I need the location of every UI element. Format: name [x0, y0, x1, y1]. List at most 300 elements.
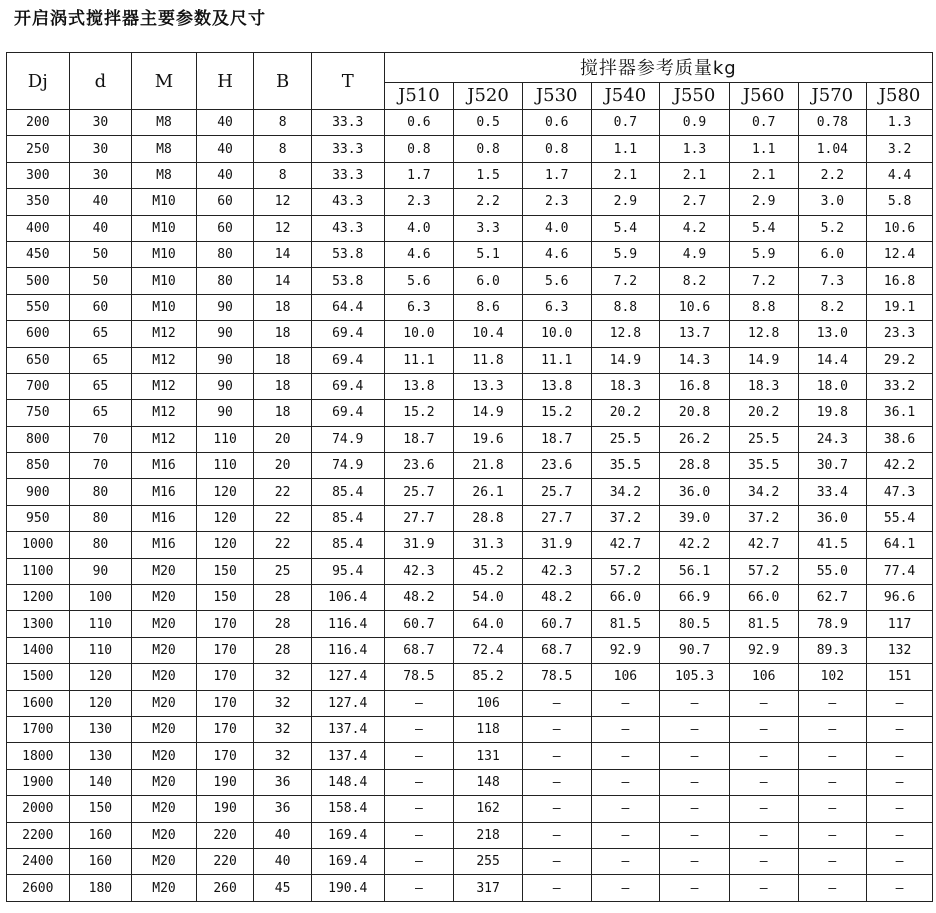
table-cell: –	[522, 822, 591, 848]
table-cell: 14.4	[798, 347, 867, 373]
table-cell: M8	[132, 110, 197, 136]
table-cell: 6.3	[522, 294, 591, 320]
table-cell: 950	[7, 505, 70, 531]
table-cell: 2.9	[591, 189, 660, 215]
table-cell: 169.4	[311, 848, 384, 874]
table-cell: 260	[196, 875, 254, 901]
table-cell: 13.7	[660, 321, 730, 347]
table-cell: 34.2	[591, 479, 660, 505]
table-cell: –	[660, 848, 730, 874]
table-cell: 23.3	[867, 321, 933, 347]
table-cell: 8.8	[729, 294, 798, 320]
table-cell: 7.3	[798, 268, 867, 294]
table-cell: –	[384, 848, 454, 874]
table-cell: 70	[69, 453, 132, 479]
table-cell: –	[867, 743, 933, 769]
table-cell: M20	[132, 690, 197, 716]
table-cell: 53.8	[311, 268, 384, 294]
table-cell: 15.2	[522, 400, 591, 426]
table-cell: 78.5	[522, 664, 591, 690]
table-cell: 18	[254, 400, 312, 426]
table-cell: 4.2	[660, 215, 730, 241]
table-row	[7, 585, 933, 611]
table-cell: 3.3	[454, 215, 523, 241]
table-cell: –	[660, 875, 730, 901]
table-cell: 32	[254, 664, 312, 690]
table-cell: 150	[69, 796, 132, 822]
table-cell: 40	[196, 162, 254, 188]
table-row	[7, 294, 933, 320]
table-cell: –	[384, 822, 454, 848]
table-cell: 14.9	[454, 400, 523, 426]
table-cell: 2400	[7, 848, 70, 874]
table-cell: 69.4	[311, 347, 384, 373]
header-dj: Dj	[7, 53, 70, 110]
table-cell: 110	[196, 426, 254, 452]
table-cell: –	[591, 822, 660, 848]
table-cell: M20	[132, 637, 197, 663]
table-cell: 22	[254, 532, 312, 558]
table-cell: 65	[69, 373, 132, 399]
table-cell: 80.5	[660, 611, 730, 637]
table-row	[7, 505, 933, 531]
table-cell: 20.8	[660, 400, 730, 426]
table-cell: 85.2	[454, 664, 523, 690]
table-cell: –	[522, 848, 591, 874]
table-cell: 69.4	[311, 373, 384, 399]
table-cell: –	[798, 769, 867, 795]
table-cell: 40	[69, 215, 132, 241]
table-cell: 151	[867, 664, 933, 690]
table-cell: –	[522, 690, 591, 716]
table-row	[7, 769, 933, 795]
table-cell: 131	[454, 743, 523, 769]
table-cell: 66.9	[660, 585, 730, 611]
table-row	[7, 743, 933, 769]
table-cell: –	[660, 796, 730, 822]
table-cell: 2.9	[729, 189, 798, 215]
table-cell: 2.1	[591, 162, 660, 188]
table-cell: 80	[69, 505, 132, 531]
table-cell: 78.9	[798, 611, 867, 637]
table-cell: 16.8	[660, 373, 730, 399]
table-cell: 25	[254, 558, 312, 584]
table-cell: 12	[254, 189, 312, 215]
table-cell: 85.4	[311, 532, 384, 558]
table-cell: 60	[196, 189, 254, 215]
table-cell: –	[798, 743, 867, 769]
header-j540: J540	[591, 82, 660, 109]
table-cell: 3.2	[867, 136, 933, 162]
table-cell: 72.4	[454, 637, 523, 663]
table-cell: 2.2	[798, 162, 867, 188]
table-cell: M12	[132, 400, 197, 426]
table-cell: 57.2	[591, 558, 660, 584]
table-row	[7, 162, 933, 188]
table-cell: 148.4	[311, 769, 384, 795]
table-cell: 26.1	[454, 479, 523, 505]
table-cell: 800	[7, 426, 70, 452]
table-cell: –	[591, 690, 660, 716]
table-cell: 4.4	[867, 162, 933, 188]
table-row	[7, 189, 933, 215]
table-cell: 6.3	[384, 294, 454, 320]
table-cell: 14.9	[591, 347, 660, 373]
table-row	[7, 796, 933, 822]
table-cell: 32	[254, 716, 312, 742]
table-cell: 40	[69, 189, 132, 215]
table-cell: 21.8	[454, 453, 523, 479]
table-cell: M10	[132, 241, 197, 267]
table-cell: 28.8	[660, 453, 730, 479]
table-cell: 60.7	[522, 611, 591, 637]
table-cell: –	[660, 822, 730, 848]
table-cell: 850	[7, 453, 70, 479]
table-cell: 120	[69, 664, 132, 690]
table-cell: 13.3	[454, 373, 523, 399]
table-cell: –	[798, 716, 867, 742]
table-cell: 8	[254, 136, 312, 162]
table-cell: 7.2	[729, 268, 798, 294]
table-cell: 33.4	[798, 479, 867, 505]
table-cell: –	[729, 690, 798, 716]
table-cell: 90	[196, 321, 254, 347]
table-cell: 13.8	[522, 373, 591, 399]
table-cell: 2.7	[660, 189, 730, 215]
table-row	[7, 875, 933, 901]
table-cell: 40	[254, 848, 312, 874]
table-cell: 29.2	[867, 347, 933, 373]
table-cell: M16	[132, 453, 197, 479]
table-cell: –	[660, 716, 730, 742]
table-cell: 24.3	[798, 426, 867, 452]
table-cell: 2200	[7, 822, 70, 848]
table-cell: 400	[7, 215, 70, 241]
table-cell: 0.5	[454, 110, 523, 136]
table-cell: 6.0	[798, 241, 867, 267]
table-cell: 250	[7, 136, 70, 162]
table-cell: 0.7	[591, 110, 660, 136]
table-cell: 7.2	[591, 268, 660, 294]
table-cell: 13.0	[798, 321, 867, 347]
table-cell: –	[384, 875, 454, 901]
table-cell: 10.6	[660, 294, 730, 320]
table-cell: 5.4	[591, 215, 660, 241]
table-cell: –	[729, 875, 798, 901]
table-cell: 30	[69, 136, 132, 162]
table-row	[7, 268, 933, 294]
table-cell: M20	[132, 611, 197, 637]
table-cell: –	[591, 743, 660, 769]
table-cell: 11.1	[384, 347, 454, 373]
table-cell: 25.5	[729, 426, 798, 452]
table-cell: 650	[7, 347, 70, 373]
table-cell: 106	[591, 664, 660, 690]
table-cell: 8	[254, 162, 312, 188]
header-row-top	[7, 53, 933, 83]
table-cell: –	[384, 690, 454, 716]
table-row	[7, 347, 933, 373]
table-cell: 14	[254, 268, 312, 294]
table-cell: 80	[69, 479, 132, 505]
table-cell: 170	[196, 716, 254, 742]
table-cell: 110	[69, 611, 132, 637]
table-cell: 25.7	[522, 479, 591, 505]
table-cell: 0.6	[384, 110, 454, 136]
table-cell: –	[522, 769, 591, 795]
header-j560: J560	[729, 82, 798, 109]
table-cell: 18.7	[522, 426, 591, 452]
table-cell: 90.7	[660, 637, 730, 663]
table-cell: 10.0	[384, 321, 454, 347]
table-row	[7, 532, 933, 558]
table-cell: 40	[254, 822, 312, 848]
table-cell: M12	[132, 347, 197, 373]
table-cell: 30	[69, 162, 132, 188]
table-cell: 14.3	[660, 347, 730, 373]
table-cell: M10	[132, 294, 197, 320]
table-cell: 140	[69, 769, 132, 795]
table-cell: –	[729, 769, 798, 795]
table-cell: 23.6	[384, 453, 454, 479]
table-cell: M12	[132, 426, 197, 452]
table-cell: 1.04	[798, 136, 867, 162]
table-cell: 33.3	[311, 162, 384, 188]
table-cell: 1.1	[729, 136, 798, 162]
table-cell: M20	[132, 558, 197, 584]
header-t: T	[311, 53, 384, 110]
table-cell: 89.3	[798, 637, 867, 663]
table-cell: 80	[196, 241, 254, 267]
table-cell: 60.7	[384, 611, 454, 637]
table-cell: 33.2	[867, 373, 933, 399]
table-cell: –	[867, 848, 933, 874]
table-cell: 18.3	[591, 373, 660, 399]
table-cell: 4.6	[384, 241, 454, 267]
table-cell: 70	[69, 426, 132, 452]
table-cell: 20	[254, 453, 312, 479]
table-cell: 39.0	[660, 505, 730, 531]
table-cell: 64.1	[867, 532, 933, 558]
table-cell: 28	[254, 637, 312, 663]
table-cell: –	[522, 716, 591, 742]
table-cell: 68.7	[522, 637, 591, 663]
table-cell: 317	[454, 875, 523, 901]
table-cell: 1300	[7, 611, 70, 637]
header-j520: J520	[454, 82, 523, 109]
table-cell: 65	[69, 321, 132, 347]
table-cell: 220	[196, 822, 254, 848]
table-cell: 158.4	[311, 796, 384, 822]
table-cell: 550	[7, 294, 70, 320]
header-m: M	[132, 53, 197, 110]
table-cell: M8	[132, 136, 197, 162]
table-cell: 0.8	[522, 136, 591, 162]
table-cell: 1600	[7, 690, 70, 716]
table-cell: 18	[254, 373, 312, 399]
table-cell: 162	[454, 796, 523, 822]
table-cell: 32	[254, 690, 312, 716]
table-cell: 160	[69, 848, 132, 874]
table-cell: 11.1	[522, 347, 591, 373]
table-cell: 35.5	[729, 453, 798, 479]
table-cell: 190	[196, 796, 254, 822]
table-cell: 5.8	[867, 189, 933, 215]
table-cell: 2.3	[522, 189, 591, 215]
table-cell: 85.4	[311, 479, 384, 505]
table-cell: 22	[254, 479, 312, 505]
table-cell: 20.2	[729, 400, 798, 426]
table-cell: –	[591, 769, 660, 795]
table-cell: 18.3	[729, 373, 798, 399]
page-title: 开启涡式搅拌器主要参数及尺寸	[14, 9, 266, 29]
table-cell: –	[384, 769, 454, 795]
table-cell: –	[798, 848, 867, 874]
table-cell: 0.8	[384, 136, 454, 162]
table-cell: 80	[69, 532, 132, 558]
table-cell: 77.4	[867, 558, 933, 584]
table-cell: –	[867, 716, 933, 742]
table-cell: 120	[196, 479, 254, 505]
table-cell: 25.5	[591, 426, 660, 452]
table-cell: 4.0	[384, 215, 454, 241]
table-cell: –	[798, 875, 867, 901]
table-cell: M16	[132, 505, 197, 531]
table-cell: 4.6	[522, 241, 591, 267]
table-cell: 170	[196, 743, 254, 769]
table-cell: –	[591, 796, 660, 822]
table-row	[7, 716, 933, 742]
table-cell: 500	[7, 268, 70, 294]
table-row	[7, 321, 933, 347]
table-cell: 8.2	[660, 268, 730, 294]
table-cell: –	[729, 822, 798, 848]
table-cell: 169.4	[311, 822, 384, 848]
table-cell: M12	[132, 321, 197, 347]
table-cell: 40	[196, 110, 254, 136]
table-cell: M20	[132, 796, 197, 822]
table-cell: 30.7	[798, 453, 867, 479]
table-cell: 106.4	[311, 585, 384, 611]
table-cell: 48.2	[384, 585, 454, 611]
table-cell: 170	[196, 637, 254, 663]
table-cell: –	[867, 796, 933, 822]
table-cell: 20.2	[591, 400, 660, 426]
table-cell: 1.1	[591, 136, 660, 162]
table-cell: 47.3	[867, 479, 933, 505]
table-cell: 48.2	[522, 585, 591, 611]
table-cell: 36	[254, 769, 312, 795]
table-cell: 90	[196, 400, 254, 426]
table-cell: M16	[132, 479, 197, 505]
table-cell: M10	[132, 215, 197, 241]
header-j550: J550	[660, 82, 730, 109]
table-cell: 2.1	[729, 162, 798, 188]
table-cell: 130	[69, 716, 132, 742]
table-cell: 1.5	[454, 162, 523, 188]
table-row	[7, 215, 933, 241]
table-cell: 64.0	[454, 611, 523, 637]
table-cell: 38.6	[867, 426, 933, 452]
table-cell: 28.8	[454, 505, 523, 531]
table-cell: 78.5	[384, 664, 454, 690]
table-cell: 4.9	[660, 241, 730, 267]
table-cell: 74.9	[311, 426, 384, 452]
table-cell: 1.7	[522, 162, 591, 188]
table-cell: M20	[132, 848, 197, 874]
table-cell: 66.0	[591, 585, 660, 611]
table-cell: 43.3	[311, 189, 384, 215]
table-cell: 57.2	[729, 558, 798, 584]
table-cell: 19.8	[798, 400, 867, 426]
table-cell: 50	[69, 268, 132, 294]
table-cell: 1100	[7, 558, 70, 584]
table-cell: –	[798, 796, 867, 822]
table-cell: 1700	[7, 716, 70, 742]
table-cell: 190.4	[311, 875, 384, 901]
table-cell: 5.6	[522, 268, 591, 294]
table-cell: 14	[254, 241, 312, 267]
table-row	[7, 822, 933, 848]
table-cell: 35.5	[591, 453, 660, 479]
table-cell: 11.8	[454, 347, 523, 373]
table-cell: 95.4	[311, 558, 384, 584]
table-cell: 55.4	[867, 505, 933, 531]
table-cell: 20	[254, 426, 312, 452]
table-cell: 36	[254, 796, 312, 822]
table-cell: 90	[196, 373, 254, 399]
table-cell: 220	[196, 848, 254, 874]
table-cell: 2.3	[384, 189, 454, 215]
table-cell: 12	[254, 215, 312, 241]
table-cell: 81.5	[729, 611, 798, 637]
table-cell: 10.6	[867, 215, 933, 241]
table-cell: 190	[196, 769, 254, 795]
table-cell: 1800	[7, 743, 70, 769]
table-cell: 25.7	[384, 479, 454, 505]
parameters-table	[6, 52, 933, 902]
table-cell: 1400	[7, 637, 70, 663]
table-cell: 19.6	[454, 426, 523, 452]
table-cell: 54.0	[454, 585, 523, 611]
table-cell: 2.2	[454, 189, 523, 215]
table-cell: 23.6	[522, 453, 591, 479]
table-cell: 2.1	[660, 162, 730, 188]
table-cell: 170	[196, 690, 254, 716]
table-cell: 200	[7, 110, 70, 136]
table-cell: 90	[69, 558, 132, 584]
table-cell: 120	[196, 532, 254, 558]
table-cell: 28	[254, 611, 312, 637]
table-cell: 53.8	[311, 241, 384, 267]
table-cell: 1500	[7, 664, 70, 690]
table-cell: 1900	[7, 769, 70, 795]
table-cell: 36.0	[798, 505, 867, 531]
table-cell: 18	[254, 294, 312, 320]
table-cell: 85.4	[311, 505, 384, 531]
table-cell: 3.0	[798, 189, 867, 215]
table-cell: M12	[132, 373, 197, 399]
table-cell: 180	[69, 875, 132, 901]
table-cell: 50	[69, 241, 132, 267]
table-cell: 65	[69, 400, 132, 426]
table-cell: 127.4	[311, 664, 384, 690]
table-cell: 18.7	[384, 426, 454, 452]
table-cell: –	[591, 716, 660, 742]
table-cell: –	[522, 796, 591, 822]
table-cell: 5.2	[798, 215, 867, 241]
table-row	[7, 848, 933, 874]
